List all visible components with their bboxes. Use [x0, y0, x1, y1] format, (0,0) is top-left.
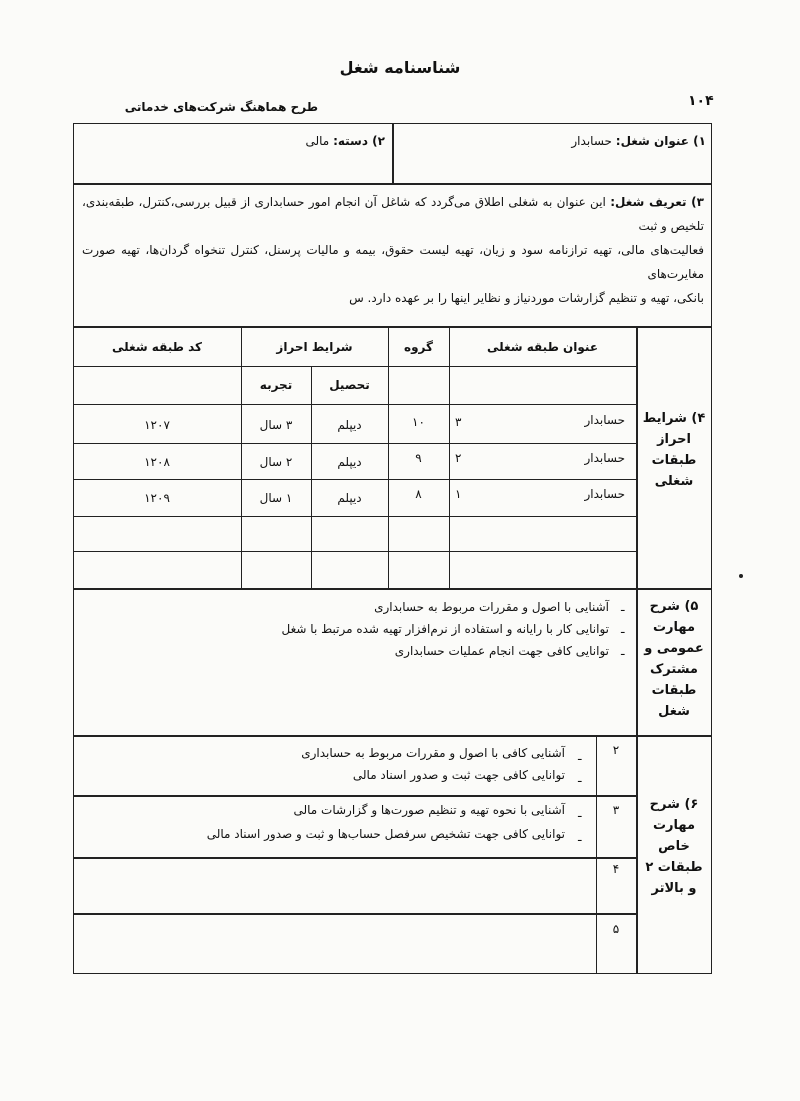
grid-line: [73, 913, 637, 915]
cell-education: دیپلم: [337, 455, 362, 469]
grid-line: [73, 516, 637, 517]
grid-line: [73, 551, 637, 552]
page-title: شناسنامه شغل: [339, 58, 461, 77]
grid-line: [636, 588, 638, 736]
header-class-title: عنوان طبقه شغلی: [486, 340, 599, 354]
grid-line: [73, 366, 637, 367]
section-5-label: ۵) شرح مهارت عمومی و مشترک طبقات شغل: [644, 599, 704, 719]
general-skill-item: توانایی کار با رایانه و استفاده از نرم‌افزار تهیه شده مرتبط با شغل: [281, 622, 609, 636]
divider: [392, 123, 394, 185]
document-subtitle: طرح هماهنگ شرکت‌های خدماتی: [124, 100, 318, 114]
bullet-dash: ـ: [578, 771, 582, 785]
header-code: کد طبقه شغلی: [112, 340, 202, 354]
bullet-dash: ـ: [621, 644, 625, 658]
cell-education: دیپلم: [337, 418, 362, 432]
grid-line: [73, 404, 637, 405]
special-skill-level: ۵: [612, 922, 620, 936]
cell-level: ۲: [455, 451, 462, 465]
job-category-label: ۲) دسته:: [333, 134, 385, 148]
cell-class-title: حسابدار: [584, 413, 625, 427]
job-category-row: [305, 134, 385, 148]
bullet-dash: ـ: [621, 622, 625, 636]
job-definition-line: بانکی، تهیه و تنظیم گزارشات موردنیاز و نظایر اینها را بر عهده دارد. س: [349, 291, 704, 305]
grid-line: [73, 443, 637, 444]
cell-group: ۱۰: [412, 415, 425, 429]
section-4-label: ۴) شرایط احراز طبقات شغلی: [642, 411, 706, 489]
special-skill-item: آشنایی کافی با اصول و مقررات مربوط به حسابداری: [301, 746, 565, 760]
general-skill-item: آشنایی با اصول و مقررات مربوط به حسابداری: [374, 600, 609, 614]
cell-group: ۸: [415, 487, 422, 501]
cell-level: ۳: [455, 415, 462, 429]
section-6-label: ۶) شرح مهارت خاص طبقات ۲ و بالاتر: [645, 797, 703, 896]
job-title-row: [571, 134, 706, 148]
job-category-value: مالی: [305, 134, 330, 148]
general-skill-item: توانایی کافی جهت انجام عملیات حسابداری: [394, 644, 609, 658]
header-experience: تجربه: [259, 378, 293, 392]
cell-code: ۱۲۰۷: [144, 418, 170, 432]
job-title-value: حسابدار: [571, 134, 612, 148]
special-skill-item: توانایی کافی جهت تشخیص سرفصل حساب‌ها و ثبت و صدور اسناد مالی: [206, 827, 565, 841]
bullet-dash: ـ: [578, 749, 582, 763]
header-education: تحصیل: [329, 378, 370, 392]
grid-line: [73, 479, 637, 480]
job-definition-line: فعالیت‌های مالی، تهیه ترازنامه سود و زیان، تهیه لیست حقوق، بیمه و مالیات پرسنل، کنترل تنخواه گردان‌ها، تهیه صورت مغایرت‌های: [82, 243, 704, 281]
cell-code: ۱۲۰۹: [144, 491, 170, 505]
cell-code: ۱۲۰۸: [144, 455, 170, 469]
header-group: گروه: [404, 340, 433, 354]
cell-group: ۹: [415, 451, 422, 465]
cell-experience: ۱ سال: [259, 491, 293, 505]
cell-education: دیپلم: [337, 491, 362, 505]
bullet-dash: ـ: [621, 600, 625, 614]
scan-dot: [739, 574, 743, 578]
grid-line: [636, 736, 638, 974]
job-title-label: ۱) عنوان شغل:: [615, 134, 706, 148]
bullet-dash: ـ: [578, 830, 582, 844]
bullet-dash: ـ: [578, 806, 582, 820]
grid-line: [311, 366, 312, 590]
special-skill-level: ۲: [612, 743, 620, 757]
cell-class-title: حسابدار: [584, 451, 625, 465]
grid-line: [73, 857, 637, 859]
cell-level: ۱: [455, 487, 462, 501]
job-definition-label: ۳) تعریف شغل:: [610, 195, 704, 209]
special-skill-item: آشنایی با نحوه تهیه و تنظیم صورت‌ها و گزارشات مالی: [293, 803, 565, 817]
cell-experience: ۲ سال: [259, 455, 293, 469]
cell-experience: ۳ سال: [259, 418, 293, 432]
grid-line: [596, 736, 597, 974]
grid-line: [73, 795, 637, 797]
job-definition: [82, 190, 704, 310]
special-skill-level: ۳: [612, 803, 620, 817]
special-skill-item: توانایی کافی جهت ثبت و صدور اسناد مالی: [352, 768, 565, 782]
cell-class-title: حسابدار: [584, 487, 625, 501]
special-skill-level: ۴: [612, 862, 620, 876]
page-number: ۱۰۴: [688, 93, 714, 109]
job-definition-line: ۳) تعریف شغل: این عنوان به شغلی اطلاق می‌گردد که شاغل آن انجام امور حسابداری از قبیل بررسی،کنترل، طبقه‌بندی، تلخیص و ثبت: [82, 195, 704, 233]
header-requirements: شرایط احراز: [276, 340, 353, 354]
